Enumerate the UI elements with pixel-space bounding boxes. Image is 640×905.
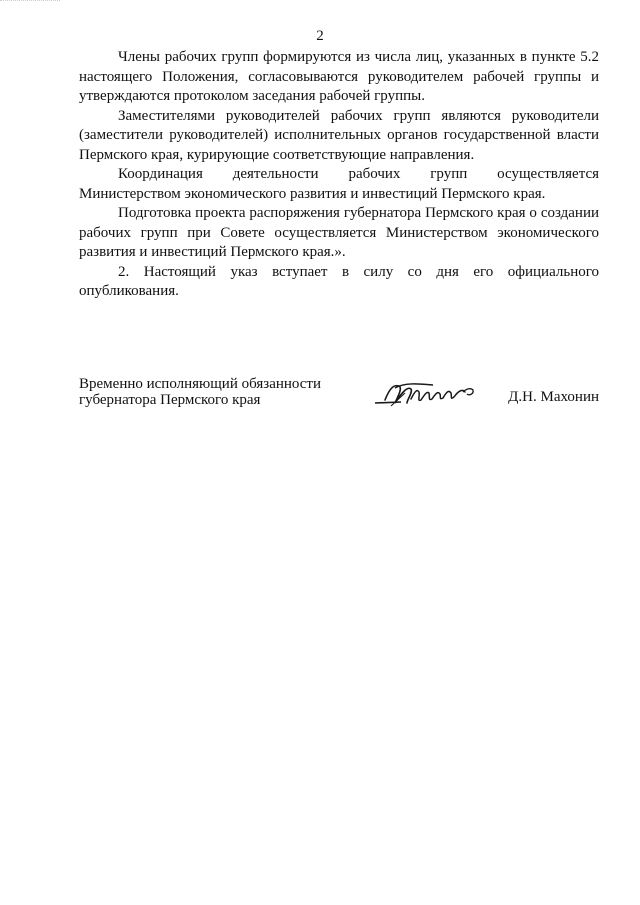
paragraph-deputies: Заместителями руководителей рабочих групп являются руководители (заместители руководителей) исполнительных органов государственной власти Пермского края, курирующие соответствующие направления. bbox=[79, 107, 599, 163]
paragraph-members: Члены рабочих групп формируются из числа лиц, указанных в пункте 5.2 настоящего Положения, согласовываются руководителем рабочей группы и утверждаются протоколом заседания рабочей группы. bbox=[79, 49, 599, 104]
scan-corner-mark bbox=[0, 0, 60, 3]
signature-block bbox=[79, 376, 599, 436]
handwritten-signature bbox=[371, 376, 483, 410]
document-body bbox=[79, 48, 599, 302]
signatory-position bbox=[79, 376, 359, 408]
paragraph-coordination: Координация деятельности рабочих групп осуществляется Министерством экономического развития и инвестиций Пермского края. bbox=[79, 166, 599, 202]
signatory-position-line1: Временно исполняющий обязанности bbox=[79, 376, 322, 392]
signatory-position-line2: губернатора Пермского края bbox=[79, 392, 261, 408]
paragraph-entry-into-force: 2. Настоящий указ вступает в силу со дня его официального опубликования. bbox=[79, 263, 599, 299]
paragraph-preparation: Подготовка проекта распоряжения губернатора Пермского края о создании рабочих групп при Совете осуществляется Министерством экономического развития и инвестиций Пермского края.». bbox=[79, 205, 599, 260]
signatory-name: Д.Н. Махонин bbox=[508, 389, 599, 405]
page-number: 2 bbox=[316, 28, 324, 44]
